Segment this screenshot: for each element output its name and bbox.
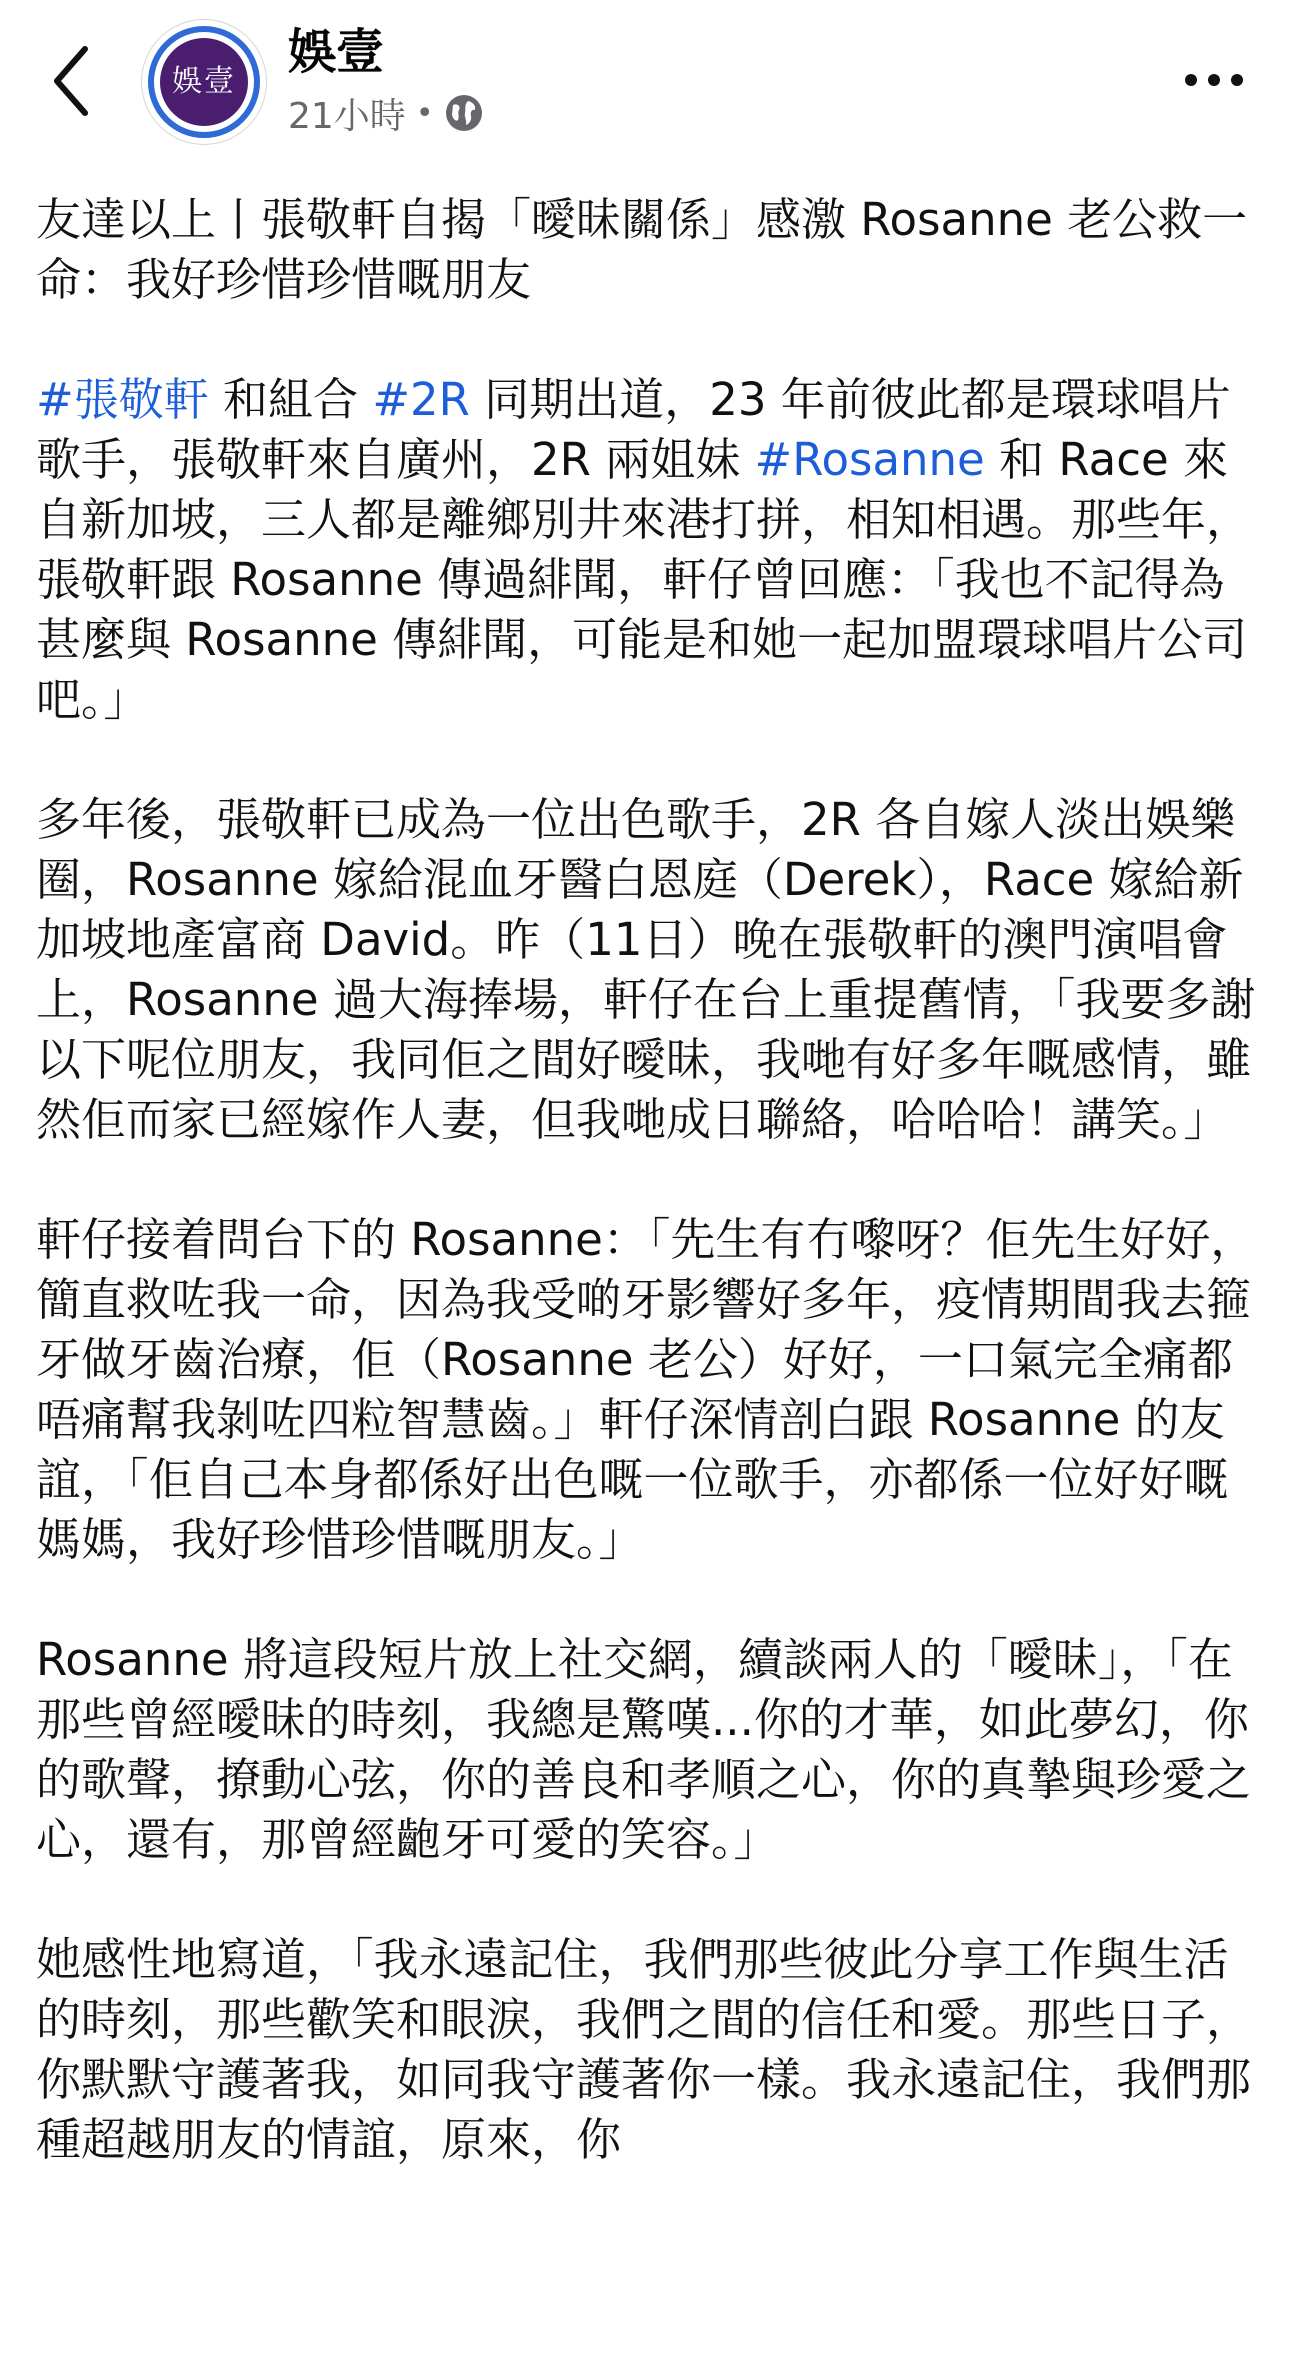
- post-body: [36, 190, 1256, 2230]
- page-name[interactable]: 娛壹: [288, 24, 385, 80]
- post-paragraph-2: 多年後，張敬軒已成為一位出色歌手，2R 各自嫁人淡出娛樂圈，Rosanne 嫁給混血牙醫白恩庭（Derek），Race 嫁給新加坡地產富商 David。昨（11日）晚在張敬軒的澳門演唱會上，Rosanne 過大海捧場，軒仔在台上重提舊情，「我要多謝以下呢位朋友，我同佢之間好曖昧，我哋有好多年嘅感情，雖然佢而家已經嫁作人妻，但我哋成日聯絡，哈哈哈！講笑。」: [36, 793, 1256, 1146]
- meta-separator: •: [415, 95, 434, 131]
- post-header: [0, 0, 1290, 160]
- chevron-left-icon: [51, 45, 91, 117]
- avatar-ring: [148, 26, 260, 138]
- post-timestamp[interactable]: 21小時: [288, 95, 406, 137]
- post-paragraph-4: Rosanne 將這段短片放上社交網，續談兩人的「曖昧」，「在那些曾經曖昧的時刻，我總是驚嘆...你的才華，如此夢幻，你的歌聲，撩動心弦，你的善良和孝順之心，你的真摯與珍愛之心，還有，那曾經齙牙可愛的笑容。」: [36, 1633, 1252, 1866]
- hashtag-link[interactable]: #張敬軒: [36, 373, 209, 426]
- avatar-logo-text: 娛壹: [172, 64, 236, 99]
- hashtag-link[interactable]: #2R: [372, 373, 470, 426]
- paragraph-text: 同期出道，23 年前彼此都是環球唱片歌手，張敬軒來自廣州，2R 兩姐妹: [36, 373, 1231, 486]
- paragraph-text: 和組合: [208, 373, 373, 426]
- post-paragraph-1: [36, 370, 1256, 730]
- avatar-logo: [160, 38, 248, 126]
- more-horizontal-icon: [1184, 73, 1244, 87]
- post-title: 友達以上丨張敬軒自揭「曖昧關係」感激 Rosanne 老公救一命：我好珍惜珍惜嘅朋友: [36, 193, 1248, 306]
- post-paragraph-3: 軒仔接着問台下的 Rosanne：「先生有冇嚟呀？佢先生好好，簡直救咗我一命，因為我受啲牙影響好多年，疫情期間我去箍牙做牙齒治療，佢（Rosanne 老公）好好，一口氣完全痛都唔痛幫我剝咗四粒智慧齒。」軒仔深情剖白跟 Rosanne 的友誼，「佢自己本身都係好出色嘅一位歌手，亦都係一位好好嘅媽媽，我好珍惜珍惜嘅朋友。」: [36, 1213, 1256, 1566]
- paragraph-text: 和 Race 來自新加坡，三人都是離鄉別井來港打拼，相知相遇。那些年，張敬軒跟 Rosanne 傳過緋聞，軒仔曾回應：「我也不記得為甚麼與 Rosanne 傳緋聞，可能是和她一起加盟環球唱片公司吧。」: [36, 433, 1252, 726]
- hashtag-link[interactable]: #Rosanne: [754, 433, 985, 486]
- avatar[interactable]: [142, 20, 266, 144]
- post-meta: [288, 88, 484, 138]
- back-button[interactable]: [36, 36, 106, 126]
- globe-icon: [444, 93, 484, 133]
- post-paragraph-5: 她感性地寫道，「我永遠記住，我們那些彼此分享工作與生活的時刻，那些歡笑和眼淚，我們之間的信任和愛。那些日子，你默默守護著我，如同我守護著你一樣。我永遠記住，我們那種超越朋友的情誼，原來，你: [36, 1933, 1252, 2166]
- more-options-button[interactable]: [1174, 50, 1254, 110]
